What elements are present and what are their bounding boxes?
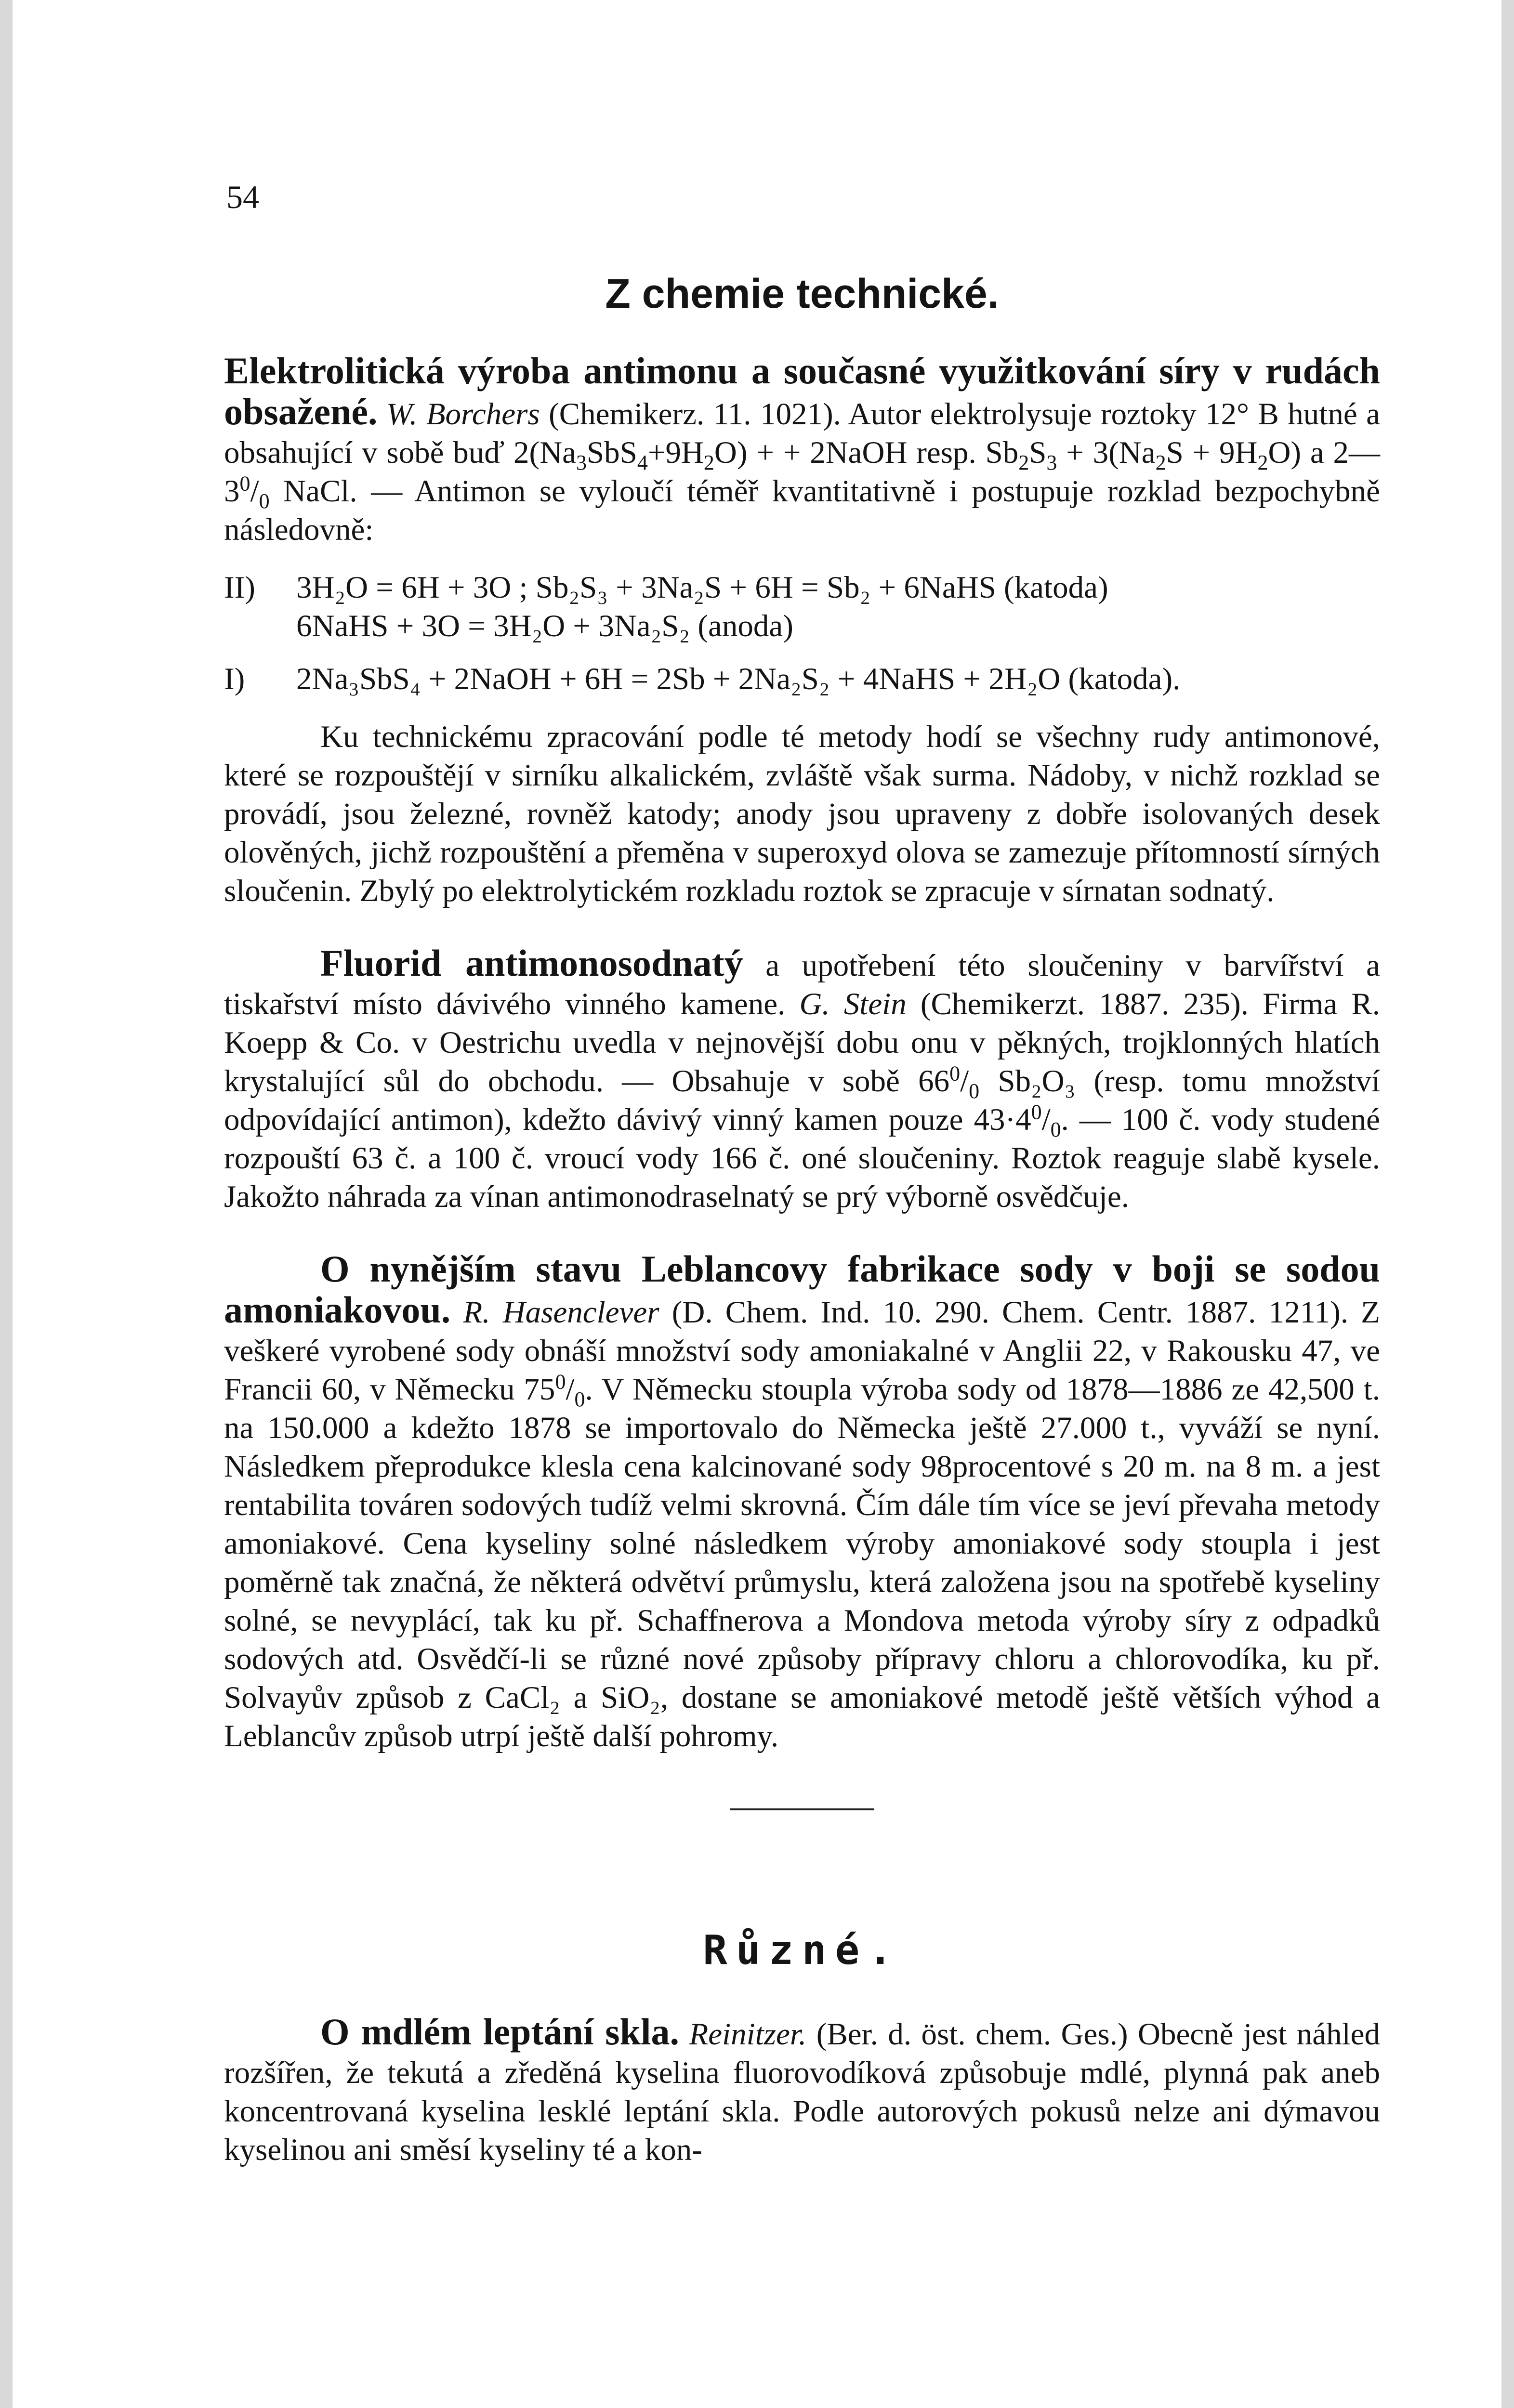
article-text: NaCl. — Antimon se vyloučí téměř kvantitativně i postupuje rozklad bezpochybně následovně: [224,474,1381,547]
article-fluoride [224,944,1380,1216]
misc-section-title: Různé. [703,1926,901,1974]
article-text: . — 100 č. vody studené rozpouští 63 č. a 100 č. vroucí vody 166 č. oné sloučeniny. Roztok reaguje slabě kysele. Jakožto náhrada za vínan antimonodraselnatý se prý výborně osvědčuje. [224,1102,1380,1214]
article-heading: Elektrolitická výroba antimonu a současné využitkování síry v rudách obsažené. [224,350,1380,432]
subscript: 2 [1155,451,1166,474]
article-text: S + 9H [1166,435,1258,470]
article-paragraph [224,2013,1380,2169]
article-paragraph: O nynějším stavu Leblancovy fabrikace sody v boji se sodou amoniakovou. R. Hasenclever (D. Chem. Ind. 10. 290. Chem. Centr. 1887. 1211). Z veškeré vyrobené sody obnáší množství sody amoniakalné v Anglii 22, v Rakousku 47, ve Francii 60, v Německu $75^0/_0$. V Německu stoupla výroba sody od 1878—1886 ze 42,500 t. na 150.000 a kdežto 1878 se importovalo do Německa ještě 27.000 t., vyváží se nyní. Následkem přeprodukce klesla cena kalcinované sody 98procentové s 20 m. na 8 m. a jest rentabilita továren sodových tudíž velmi skrovná. Čím dále tím více se jeví převaha metody amoniakové. Cena kyseliny solné následkem výroby amoniakové sody stoupla i jest poměrně tak značná, že některá odvětví průmyslu, která založena jsou na spotřebě kyseliny solné, se nevyplácí, tak ku př. Schaffnerova a Mondova metoda výroby síry z odpadků sodových atd. Osvědčí-li se různé nové způsoby přípravy chloru a chlorovodíka, ku př. Solvayův způsob z CaCl₂ a SiO₂, dostane se amoniakové metodě ještě větších výhod a Leblancův způsob utrpí ještě další pohromy. [224,1248,1380,1754]
article-text: Autor elektrolysuje roztoky 12° B hutné a obsahující v sobě buď 2(Na [224,397,1380,470]
article-text: (Chemikerzt. 1887. 235). Firma R. Koepp & Co. v Oestrichu uvedla v nejnovější dobu onu v pěkných, trojklonných hlatích krystalující sůl do obchodu. — Obsahuje v sobě 66 [224,987,1381,1099]
article-antimony-electrolysis [224,352,1380,910]
article-text: O) + + 2NaOH resp. Sb [714,435,1019,470]
subscript: 0 [259,489,270,513]
subscript: 0 [1050,1118,1061,1141]
section-title: Z chemie technické. [605,271,999,317]
article-paragraph: Elektrolitická výroba antimonu a současné využitkování síry v rudách obsažené. W. Borchers (Chemikerz. 11. 1021). Autor elektrolysuje roztoky 12° B hutné a obsahující v sobě buď $2(Na_3SbS_4+9H_2O)$ + + 2NaOH resp. $Sb_2S_3 + 3(Na_2S + 9H_2O)$ a $2—3^0/_0$ NaCl. — Antimon se vyloučí téměř kvantitativně i postupuje rozklad bezpochybně následovně: [224,350,1381,547]
article-text: Sb₂O₃ (resp. tomu množství odpovídající antimon), kdežto dávivý vinný kamen pouze 43·4 [224,1064,1381,1137]
subscript: 0 [969,1079,980,1103]
article-source: (Chemikerz. 11. 1021). [549,397,841,432]
equation-label: II) [224,570,255,605]
article-author: Reinitzer. [689,2017,807,2052]
article-soda [224,1250,1380,1755]
article-glass-etching [224,2013,1380,2169]
section-divider [730,1808,874,1810]
equation-text: 6NaHS + 3O = 3H₂O + 3Na₂S₂ (anoda) [296,609,793,643]
article-heading: Fluorid antimonosodnatý [320,942,743,984]
equation-label: I) [224,662,245,696]
article-text: (Ber. d. öst. chem. Ges.) Obecně jest náhled rozšířen, že tekutá a zředěná kyselina fluorovodíková způsobuje mdlé, plynná pak aneb koncentrovaná kyselina lesklé leptání skla. Podle autorových pokusů nelze ani dýmavou kyselinou ani směsí kyseliny té a kon- [224,2017,1380,2167]
article-author: G. Stein [799,987,907,1021]
equation-block [224,568,1380,698]
subscript: 2 [703,451,714,474]
subscript: 4 [637,451,648,474]
equation-line [224,568,1380,607]
superscript: 0 [1031,1100,1042,1124]
equation-line [224,607,1380,645]
article-text: O) a 2—3 [224,435,1381,509]
scan-border-left [0,0,13,2408]
article-text: . V Německu stoupla výroba sody od 1878—1886 ze 42,500 t. na 150.000 a kdežto 1878 se importovalo do Německa ještě 27.000 t., vyváží se nyní. Následkem přeprodukce klesla cena kalcinované sody 98procentové s 20 m. na 8 m. a jest rentabilita továren sodových tudíž velmi skrovná. Čím dále tím více se jeví převaha metody amoniakové. Cena kyseliny solné následkem výroby amoniakové sody stoupla i jest poměrně tak značná, že některá odvětví průmyslu, která založena jsou na spotřebě kyseliny solné, se nevyplácí, tak ku př. Schaffnerova a Mondova metoda výroby síry z odpadků sodových atd. Osvědčí-li se různé nové způsoby přípravy chloru a chlorovodíka, ku př. Solvayův způsob z CaCl₂ a SiO₂, dostane se amoniakové metodě ještě větších výhod a Leblancův způsob utrpí ještě další pohromy. [224,1372,1380,1754]
equation-line [224,660,1380,698]
subscript: 0 [574,1387,585,1411]
page-number: 54 [226,179,259,215]
article-text: (D. Chem. Ind. 10. 290. Chem. Centr. 1887. 1211). Z veškeré vyrobené sody obnáší množství sody amoniakalné v Anglii 22, v Rakousku 47, ve Francii 60, v Německu 75 [224,1295,1380,1407]
article-heading: O nynějším stavu Leblancovy fabrikace sody v boji se sodou amoniakovou. [224,1248,1380,1331]
article-text: a upotřebení této sloučeniny v barvířství a tiskařství místo dávivého vinného kamene. [224,948,1380,1021]
article-text: SbS [587,435,637,470]
article-heading: O mdlém leptání skla. [320,2011,680,2053]
article-paragraph: Fluorid antimonosodnatý a upotřebení této sloučeniny v barvířství a tiskařství místo dávivého vinného kamene. G. Stein (Chemikerzt. 1887. 235). Firma R. Koepp & Co. v Oestrichu uvedla v nejnovější dobu onu v pěkných, trojklonných hlatích krystalující sůl do obchodu. — Obsahuje v sobě $66^0/_0$ Sb₂O₃ (resp. tomu množství odpovídající antimon), kdežto dávivý vinný kamen pouze $43\cdot 4^0/_0$. — 100 č. vody studené rozpouští 63 č. a 100 č. vroucí vody 166 č. oné sloučeniny. Roztok reaguje slabě kysele. Jakožto náhrada za vínan antimonodraselnatý se prý výborně osvědčuje. [224,942,1381,1214]
article-author: W. Borchers [386,397,540,432]
superscript: 0 [949,1061,961,1086]
article-text: +9H [647,435,704,470]
article-text: + 3(Na [1066,435,1156,470]
page-body [224,270,1380,2203]
subscript: 3 [1046,451,1057,474]
superscript: 0 [239,471,250,496]
subscript: 2 [1018,451,1029,474]
scan-border-right [1501,0,1514,2408]
equation-text: 3H₂O = 6H + 3O ; Sb₂S₃ + 3Na₂S + 6H = Sb₂ + 6NaHS (katoda) [296,570,1108,605]
subscript: 2 [1257,451,1268,474]
article-author: R. Hasenclever [463,1295,659,1330]
superscript: 0 [555,1370,566,1394]
article-text: S [1029,435,1047,470]
equation-text: 2Na₃SbS₄ + 2NaOH + 6H = 2Sb + 2Na₂S₂ + 4NaHS + 2H₂O (katoda). [296,662,1181,696]
article-paragraph: Ku technickému zpracování podle té metody hodí se všechny rudy antimonové, které se rozpouštějí v sirníku alkalickém, zvláště však surma. Nádoby, v nichž rozklad se provádí, jsou železné, rovněž katody; anody jsou upraveny z dobře isolovaných desek olověných, jichž rozpouštění a přeměna v superoxyd olova se zamezuje přítomností sírných sloučenin. Zbylý po elektrolytickém rozkladu roztok se zpracuje v sírnatan sodnatý. [224,720,1380,908]
subscript: 3 [576,451,587,474]
